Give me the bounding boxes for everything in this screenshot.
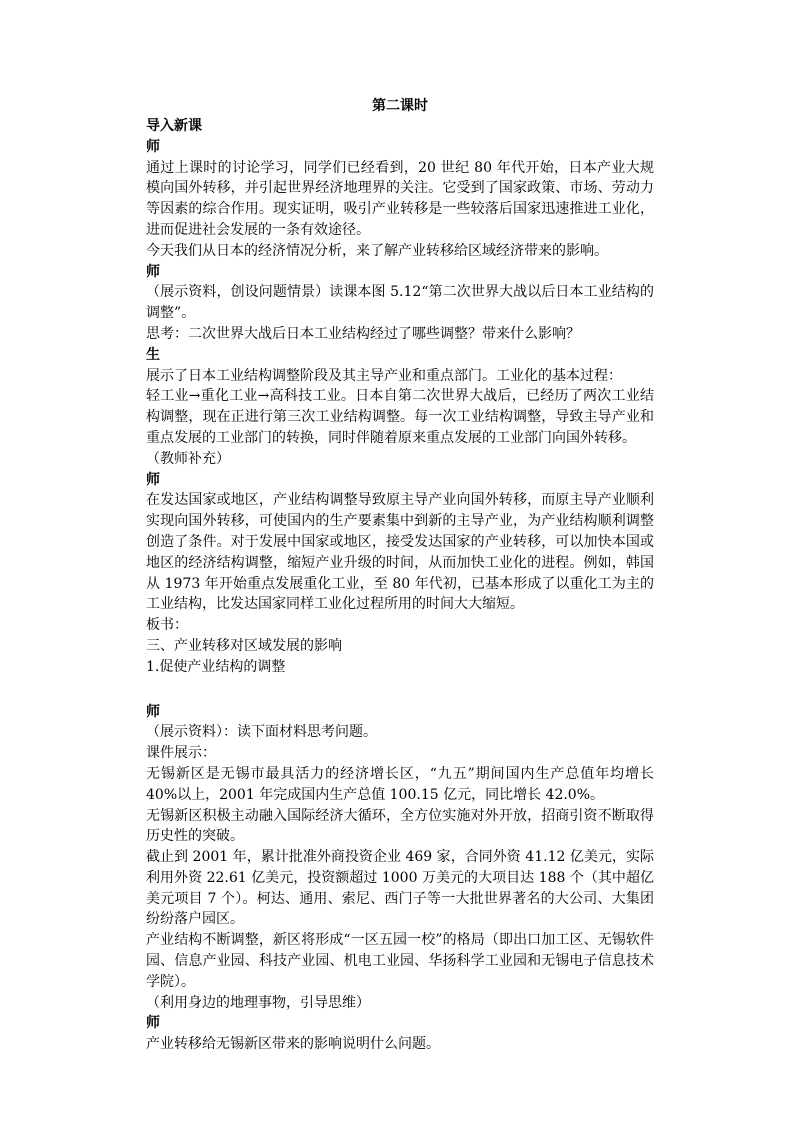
- paragraph: 三、产业转移对区域发展的影响: [146, 637, 342, 654]
- paragraph: 产业转移给无锡新区带来的影响说明什么问题。: [146, 1036, 440, 1053]
- speaker-heading: 师: [146, 138, 160, 155]
- document-page: [146, 97, 654, 1055]
- speaker-heading: 师: [146, 471, 160, 488]
- paragraph: （利用身边的地理事物，引导思维）: [146, 994, 370, 1011]
- page-title: 第二课时: [372, 98, 428, 114]
- paragraph: 今天我们从日本的经济情况分析，来了解产业转移给区域经济带来的影响。: [146, 242, 608, 259]
- paragraph: （教师补充）: [146, 450, 230, 467]
- paragraph: 板书：: [146, 617, 188, 634]
- paragraph: 产业结构不断调整，新区将形成“一区五园一校”的格局（即出口加工区、无锡软件园、信息产业园、科技产业园、机电工业园、华扬科学工业园和无锡电子信息技术学院）。: [146, 932, 654, 990]
- blank-line: [146, 678, 654, 702]
- speaker-heading: 师: [146, 1015, 160, 1032]
- speaker-heading: 师: [146, 703, 160, 720]
- paragraph: 课件展示：: [146, 745, 216, 762]
- paragraph: 1.促使产业结构的调整: [146, 658, 286, 675]
- speaker-heading: 师: [146, 263, 160, 280]
- paragraph: （展示资料，创设问题情景）读课本图 5.12“第二次世界大战以后日本工业结构的调整”。: [146, 284, 654, 322]
- paragraph: 展示了日本工业结构调整阶段及其主导产业和重点部门。工业化的基本过程：: [146, 367, 622, 384]
- paragraph: 截止到 2001 年，累计批准外商投资企业 469 家，合同外资 41.12 亿美元，实际利用外资 22.61 亿美元，投资额超过 1000 万美元的大项目达 188 个（其中超亿美元项目 7 个）。柯达、通用、索尼、西门子等一大批世界著名的大公司、大集团纷纷落户园区。: [146, 849, 654, 928]
- paragraph: 在发达国家或地区，产业结构调整导致原主导产业向国外转移，而原主导产业顺利实现向国外转移，可使国内的生产要素集中到新的主导产业，为产业结构顺利调整创造了条件。对于发展中国家或地区，接受发达国家的产业转移，可以加快本国或地区的经济结构调整，缩短产业升级的时间，从而加快工业化的进程。例如，韩国从 1973 年开始重点发展重化工业，至 80 年代初，已基本形成了以重化工为主的工业结构，比发达国家同样工业化过程所用的时间大大缩短。: [146, 492, 654, 613]
- paragraph: 无锡新区积极主动融入国际经济大循环，全方位实施对外开放，招商引资不断取得历史性的突破。: [146, 807, 654, 845]
- paragraph: （展示资料）：读下面材料思考问题。: [146, 724, 377, 741]
- document-body: [146, 116, 654, 1055]
- speaker-heading: 导入新课: [146, 118, 202, 134]
- paragraph: 通过上课时的讨论学习，同学们已经看到，20 世纪 80 年代开始，日本产业大规模向国外转移，并引起世界经济地理界的关注。它受到了国家政策、市场、劳动力等因素的综合作用。现实证明，吸引产业转移是一些较落后国家迅速推进工业化，进而促进社会发展的一条有效途径。: [146, 159, 654, 238]
- paragraph: 思考：二次世界大战后日本工业结构经过了哪些调整？带来什么影响？: [146, 325, 580, 342]
- speaker-heading: 生: [146, 346, 160, 363]
- paragraph: 无锡新区是无锡市最具活力的经济增长区，“九五”期间国内生产总值年均增长 40%以上，2001 年完成国内生产总值 100.15 亿元，同比增长 42.0%。: [146, 765, 654, 803]
- paragraph: 轻工业→重化工业→高科技工业。日本自第二次世界大战后，已经历了两次工业结构调整，现在正进行第三次工业结构调整。每一次工业结构调整，导致主导产业和重点发展的工业部门的转换，同时伴随着原来重点发展的工业部门向国外转移。: [146, 388, 654, 446]
